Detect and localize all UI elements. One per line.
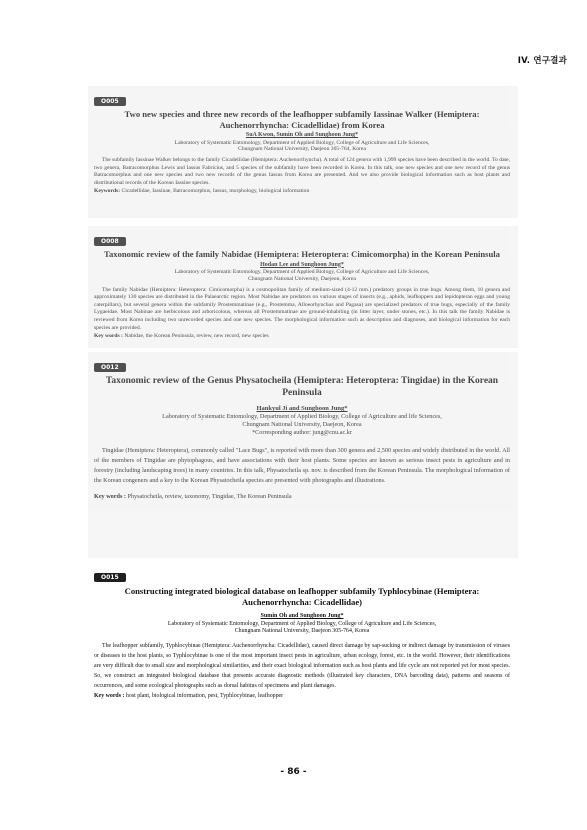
abstract-keywords — [94, 493, 510, 500]
abstract-code-badge: O012 — [94, 363, 126, 372]
keywords-text: Cicadellidae, Iassinae, Batracomorphus, Iassus, morphology, biological information — [121, 188, 310, 195]
abstract-o005 — [88, 86, 518, 218]
keywords-label: Keywords: — [94, 188, 121, 195]
abstract-o012 — [88, 352, 518, 558]
abstract-body: The family Nabidae (Hemiptera: Heteroptera: Cimicomorpha) is a cosmopolitan family of medium-sized (4-12 mm.) predatory groups in true bugs. Among them, 10 genera and approximately 130 species are distributed in the Palaearctic region. Most Nabidae are predators on various stages of insects (e.g., aphids, leafhoppers and lepidopteran eggs and young caterpillars), but several genera within the subfamily Prostemmatinae (e.g., Prostemma, Alloeorhynchus and Pagasa) are specialized predators of true bugs, especially of the family Lygaeidae. Most Nabinae are herbicolous and arboricolous, whereas all Prostemmatinae are ground-inhabiting (in litter layer, under stones, etc.). In this talk the family Nabidae is reviewed from Korea including two unrecorded species and one new species. The morphological information such as description and diagnoses, and biological information for each species are provided. — [94, 286, 510, 331]
abstract-code-badge: O015 — [94, 573, 126, 582]
abstract-corresponding-author: *Corresponding author: jung@cnu.ac.kr — [252, 429, 352, 437]
abstract-affiliation: Chungnam National University, Daejeon, Korea — [248, 275, 356, 282]
abstract-body: The subfamily Iassinae Walker belongs to the family Cicadellidae (Hemiptera: Auchenorrhyncha). A total of 124 genera with 1,999 species have been described in the world. To date, two genera, Batracomorphus Lewis and Iassus Fabricius, and 5 species of the subfamily have been recorded in Korea. In this talk, one new species and one new record of the genus Batracomorphus and one new species and two new records of the genus Iassus from Korea are presented. And we also provide biological information such as host plants and distributional records of the Korean Iassine species. — [94, 157, 510, 186]
abstract-code-badge: O008 — [94, 237, 126, 246]
abstract-authors: Sumin Oh and Sunghoon Jung* — [260, 613, 344, 619]
abstract-code-badge: O005 — [94, 97, 126, 106]
abstract-keywords — [94, 333, 510, 340]
abstract-title: Taxonomic review of the family Nabidae (Hemiptera: Heteroptera: Cimicomorpha) in the Korean Peninsula — [104, 249, 500, 259]
page-number: - 86 - — [280, 767, 307, 777]
abstract-authors: SuA Kwon, Sumin Oh and Sunghoon Jung* — [245, 132, 359, 138]
abstract-authors: Hodan Lee and Sunghoon Jung* — [260, 261, 344, 268]
abstract-o015 — [88, 562, 518, 742]
keywords-text: Physatocheila, review, taxonomy, Tingidae, The Korean Peninsula — [127, 492, 292, 500]
abstract-body: The leafhopper subfamily, Typhlocybinae (Hemiptera: Auchenorrhyncha: Cicadellidae), caused direct damage by sap-sucking or indirect damage by transmission of viruses or diseases to the host plants, so Typhlocybinae is one of the most important insect pests in agriculture, urban ecology, forest, etc. in the world. However, their identifications are very difficult due to small size and morphological similarities, and their exact biological information such as host plants and life cycle are not reported yet for most species. So, we construct an integrated biological database that presents accurate diagnostic methods (illustrated key characters, DNA barcoding data), patterns and seasons of occurrences, and some ecological photographs such as dorsal habitus of specimens and plant damages. — [94, 643, 510, 690]
abstract-authors: Hankyul Ji and Sunghoon Jung* — [256, 405, 348, 412]
abstract-title: Taxonomic review of the Genus Physatocheila (Hemiptera: Heteroptera: Tingidae) in the Korean Peninsula — [105, 376, 499, 398]
abstract-affiliation: Laboratory of Systematic Entomology, Department of Applied Biology, College of Agriculture and Life Sciences, — [167, 620, 437, 627]
abstract-title: Two new species and three new records of the leafhopper subfamily Iassinae Walker (Hemiptera: Auchenorrhyncha: Cicadellidae) from Korea — [124, 109, 480, 130]
keywords-label: Key words : — [94, 693, 125, 700]
abstract-affiliation: Laboratory of Systematic Entomology, Department of Applied Biology, College of Agriculture and Life Sciences, — [174, 269, 430, 275]
abstract-affiliation: Chungnam National University, Daejeon 305-764, Korea — [234, 627, 370, 634]
keywords-label: Key words : — [94, 333, 123, 340]
abstract-keywords — [94, 693, 510, 700]
abstract-title: Constructing integrated biological database on leafhopper subfamily Typhlocybinae (Hemiptera: Auchenorrhyncha: Cicadellidae) — [124, 586, 480, 607]
abstract-affiliation: Laboratory of Systematic Entomology, Department of Applied Biology, College of Agriculture and Life Sciences, — [174, 139, 430, 146]
abstract-body: Tingidae (Hemiptera: Heteroptera), commonly called "Lace Bugs", is reported with more than 300 genera and 2,500 species and widely distributed in the world. All of the members of Tingidae are phytophagous, and have associations with their host plants. Some species are known as serious insect pests in agriculture and in forestry (including landscaping trees) in many countries. In this talk, Physatocheila sp. nov. is described from the Korean Peninsula. The morphological information of the Korean congeners and a key to the Korean Physatocheila species are presented with photographs and illustrations. — [94, 446, 510, 485]
keywords-text: Nabidae, the Korean Peninsula, review, new record, new species — [124, 333, 269, 340]
abstract-affiliation: Chungnam National University, Daejeon, Korea — [242, 420, 362, 428]
abstract-affiliation: Laboratory of Systematic Entomology, Department of Applied Biology, College of Agriculture and life Sciences, — [162, 412, 442, 420]
keywords-text: host plant, biological information, pest, Typhlocybinae, leafhopper — [125, 693, 284, 700]
abstract-o008 — [88, 226, 518, 348]
keywords-label: Key words : — [94, 492, 126, 500]
abstract-affiliation: Chungnam National University, Daejeon 305-764, Korea — [238, 146, 366, 153]
section-header-label: IV. 연구결과 — [517, 56, 567, 66]
abstract-keywords — [94, 188, 510, 195]
